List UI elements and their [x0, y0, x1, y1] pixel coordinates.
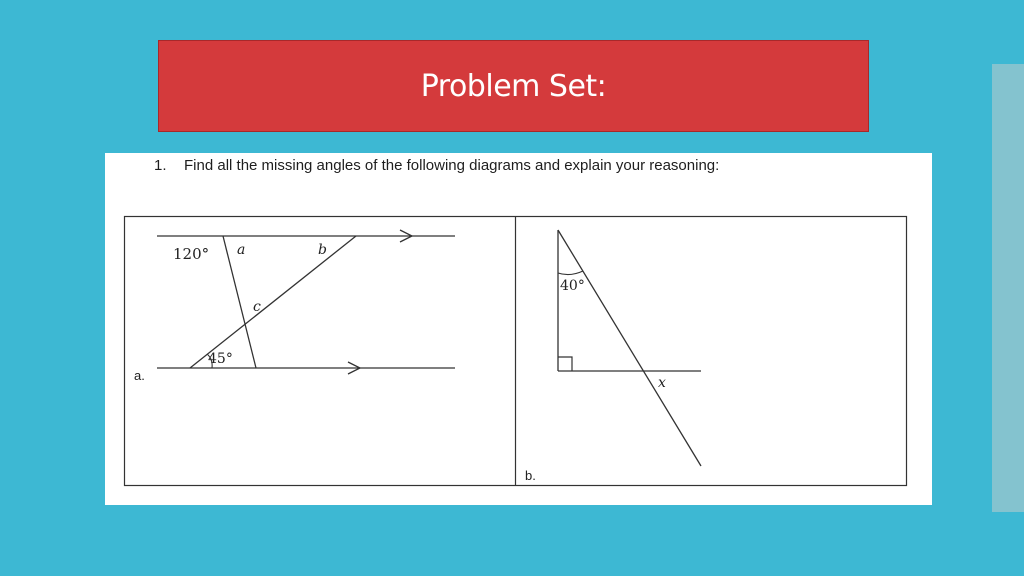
slide-title-bar [158, 40, 869, 132]
diagrams-svg [105, 153, 932, 505]
worksheet-image [105, 153, 932, 505]
diagram-a [134, 230, 455, 383]
right-angle-marker [558, 357, 572, 371]
angle-label-120: 120° [173, 245, 210, 263]
angle-label-b: b [318, 242, 327, 258]
angle-arc-40 [558, 271, 583, 275]
slide-title: Problem Set: [420, 68, 607, 104]
angle-label-x: x [658, 375, 666, 391]
hypotenuse-line [558, 230, 701, 466]
transversal-diagonal [190, 236, 356, 368]
angle-label-45: 45° [208, 351, 233, 367]
diagram-b [525, 230, 701, 483]
angle-label-c: c [253, 299, 261, 315]
part-label-b: b. [525, 468, 536, 483]
problem-text: Find all the missing angles of the following diagrams and explain your reasoning: [184, 157, 720, 174]
part-label-a: a. [134, 368, 145, 383]
angle-label-a: a [237, 242, 246, 258]
side-accent-strip [992, 64, 1024, 512]
angle-label-40: 40° [560, 278, 585, 294]
problem-number: 1. [154, 157, 167, 174]
